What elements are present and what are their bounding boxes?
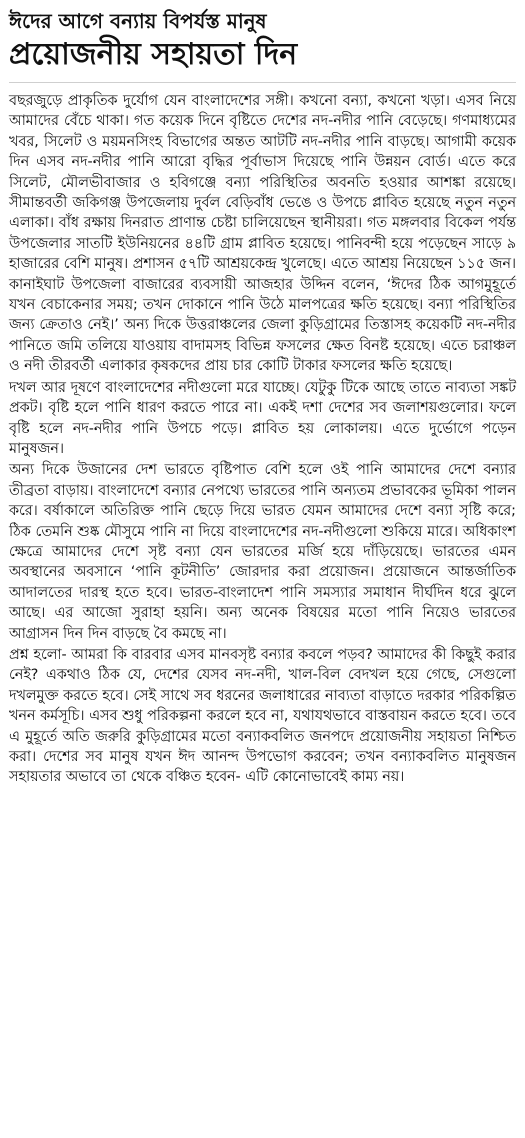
article-paragraph: বছরজুড়ে প্রাকৃতিক দুর্যোগ যেন বাংলাদেশের সঙ্গী। কখনো বন্যা, কখনো খড়া। এসব নিয়ে আমাদের বেঁচে থাকা। গত কয়েক দিনে বৃষ্টিতে দেশের নদ-নদীর পানি বেড়েছে। গণমাধ্যমের খবর, সিলেট ও ময়মনসিংহ বিভাগের অন্তত আটটি নদ-নদীর পানি বাড়ছে। আগামী কয়েক দিন এসব নদ-নদীর পানি আরো বৃদ্ধির পূর্বাভাস দিয়েছে পানি উন্নয়ন বোর্ড। এতে করে সিলেট, মৌলভীবাজার ও হবিগঞ্জে বন্যা পরিস্থিতির অবনতি হওয়ার আশঙ্কা রয়েছে। সীমান্তবর্তী জকিগঞ্জ উপজেলায় দুর্বল বেড়িবাঁধ ভেঙে ও উপচে প্লাবিত হয়েছে নতুন নতুন এলাকা। বাঁধ রক্ষায় দিনরাত প্রাণান্ত চেষ্টা চালিয়েছেন স্থানীয়রা। গত মঙ্গলবার বিকেল পর্যন্ত উপজেলার সাতটি ইউনিয়নের ৪৪টি গ্রাম প্লাবিত হয়েছে। পানিবন্দী হয়ে পড়েছেন সাড়ে ৯ হাজারের বেশি মানুষ। প্রশাসন ৫৭টি আশ্রয়কেন্দ্র খুলেছে। এতে আশ্রয় নিয়েছেন ১১৫ জন। কানাইঘাট উপজেলা বাজারের ব্যবসায়ী আজহার উদ্দিন বলেন, ‘ঈদের ঠিক আগমুহূর্তে যখন বেচাকেনার সময়; তখন দোকানে পানি উঠে মালপত্রের ক্ষতি হয়েছে। বন্যা পরিস্থিতির জন্য ক্রেতাও নেই।’ অন্য দিকে উত্তরাঞ্চলের জেলা কুড়িগ্রামের তিস্তাসহ কয়েকটি নদ-নদীর পানিতে জমি তলিয়ে যাওয়ায় বাদামসহ বিভিন্ন ফসলের ক্ষেত বিনষ্ট হয়েছে। এতে চরাঞ্চল ও নদী তীরবর্তী এলাকার কৃষকদের প্রায় চার কোটি টাকার ফসলের ক্ষতি হয়েছে।: [9, 93, 516, 375]
article-paragraph: দখল আর দূষণে বাংলাদেশের নদীগুলো মরে যাচ্ছে। যেটুকু টিকে আছে তাতে নাব্যতা সঙ্কট প্রকট। বৃষ্টি হলে পানি ধারণ করতে পারে না। একই দশা দেশের সব জলাশয়গুলোর। ফলে বৃষ্টি হলে নদ-নদীর পানি উপচে পড়ে। প্লাবিত হয় লোকালয়। এতে দুর্ভোগে পড়েন মানুষজন।: [9, 379, 516, 457]
article-paragraph: অন্য দিকে উজানের দেশ ভারতে বৃষ্টিপাত বেশি হলে ওই পানি আমাদের দেশে বন্যার তীব্রতা বাড়ায়। বাংলাদেশে বন্যার নেপথ্যে ভারতের পানি অন্যতম প্রভাবকের ভূমিকা পালন করে। বর্ষাকালে অতিরিক্ত পানি ছেড়ে দিয়ে ভারত যেমন আমাদের দেশে বন্যা সৃষ্টি করে; ঠিক তেমনি শুষ্ক মৌসুমে পানি না দিয়ে বাংলাদেশের নদ-নদীগুলো শুকিয়ে মারে। অধিকাংশ ক্ষেত্রে আমাদের দেশে সৃষ্ট বন্যা যেন ভারতের মর্জি হয়ে দাঁড়িয়েছে। ভারতের এমন অবস্থানের অবসানে ‘পানি কূটনীতি’ জোরদার করা প্রয়োজন। প্রয়োজনে আন্তর্জাতিক আদালতের দারস্থ হতে হবে। ভারত-বাংলাদেশ পানি সমস্যার সমাধান দীর্ঘদিন ধরে ঝুলে আছে। এর আজো সুরাহা হয়নি। অন্য অনেক বিষয়ের মতো পানি নিয়েও ভারতের আগ্রাসন দিন দিন বাড়ছে বৈ কমছে না।: [9, 462, 516, 642]
headline-divider: [9, 82, 516, 83]
article-body: [9, 91, 516, 788]
article-headline: প্রয়োজনীয় সহায়তা দিন: [9, 37, 298, 72]
article-kicker: ঈদের আগে বন্যায় বিপর্যস্ত মানুষ: [9, 9, 267, 33]
article-paragraph: প্রশ্ন হলো- আমরা কি বারবার এসব মানবসৃষ্ট বন্যার কবলে পড়ব? আমাদের কী কিছুই করার নেই? একথাও ঠিক যে, দেশের যেসব নদ-নদী, খাল-বিল বেদখল হয়ে গেছে, সেগুলো দখলমুক্ত করতে হবে। সেই সাথে সব ধরনের জলাধারের নাব্যতা বাড়াতে দরকার পরিকল্পিত খনন কর্মসূচি। এসব শুধু পরিকল্পনা করলে হবে না, যথাযথভাবে বাস্তবায়ন করতে হবে। তবে এ মুহূর্তে অতি জরুরি কুড়িগ্রামের মতো বন্যাকবলিত জনপদে প্রয়োজনীয় সহায়তা নিশ্চিত করা। দেশের সব মানুষ যখন ঈদ আনন্দ উপভোগ করবেন; তখন বন্যাকবলিত মানুষজন সহায়তার অভাবে তা থেকে বঞ্চিত হবেন- এটি কোনোভাবেই কাম্য নয়।: [9, 646, 516, 786]
